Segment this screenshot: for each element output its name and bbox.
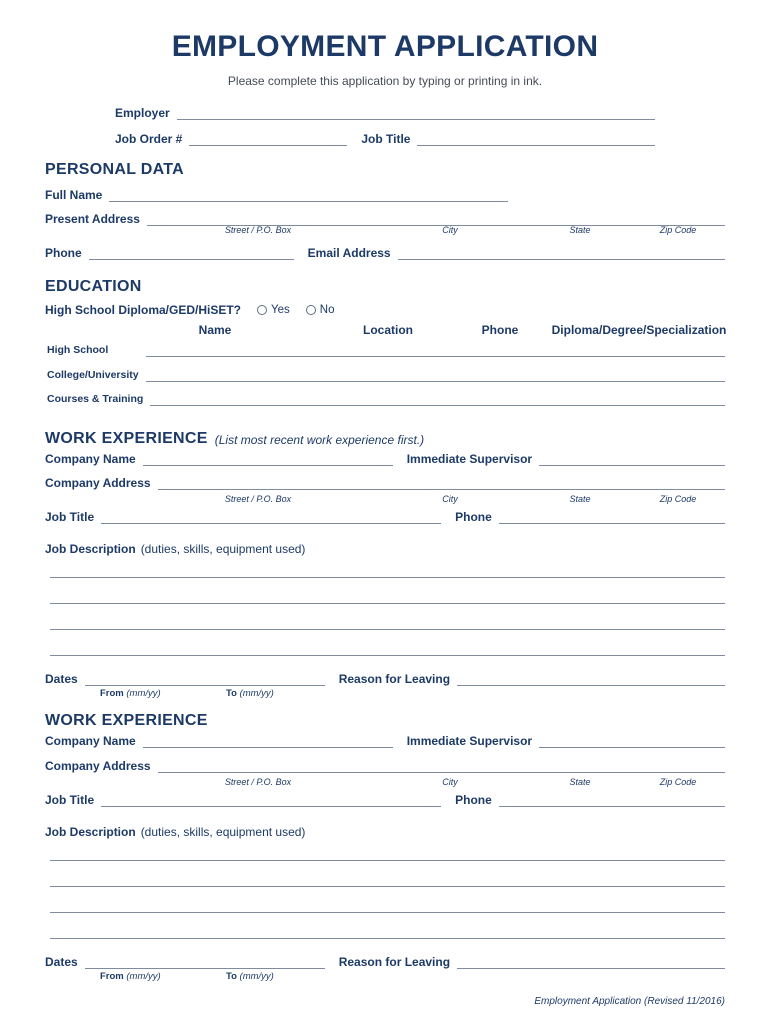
job-order-label: Job Order # — [115, 132, 183, 146]
street-sublabel-1: Street / P.O. Box — [224, 494, 292, 504]
street-sublabel-2: Street / P.O. Box — [224, 777, 292, 787]
city-sublabel-2: City — [442, 777, 458, 787]
zip-sublabel: Zip Code — [659, 225, 697, 235]
phone-label: Phone — [45, 246, 82, 260]
state-sublabel-2: State — [569, 777, 591, 787]
college-field[interactable] — [146, 368, 725, 382]
college-label: College/University — [47, 369, 139, 381]
to-mmyy-1: (mm/yy) — [239, 688, 274, 699]
immediate-supervisor-field-2[interactable] — [539, 734, 725, 748]
company-address-label-2: Company Address — [45, 759, 151, 773]
page-footer: Employment Application (Revised 11/2016) — [534, 996, 725, 1007]
to-sublabel-1 — [226, 688, 274, 699]
diploma-question-row — [45, 301, 334, 317]
job-description-label-2: Job Description — [45, 825, 136, 839]
present-address-row — [45, 210, 725, 226]
dates-label-1: Dates — [45, 672, 78, 686]
job-title-field-2[interactable] — [101, 793, 441, 807]
to-label-2: To — [226, 971, 237, 982]
job-order-field[interactable] — [189, 132, 347, 146]
education-col-diploma: Diploma/Degree/Specialization — [551, 323, 727, 337]
diploma-no-label: No — [319, 304, 335, 316]
from-sublabel-2 — [100, 971, 161, 982]
street-sublabel: Street / P.O. Box — [224, 225, 292, 235]
reason-field-2[interactable] — [457, 955, 725, 969]
job-description-row-1 — [45, 540, 305, 556]
diploma-yes-label: Yes — [271, 304, 290, 316]
immediate-supervisor-field-1[interactable] — [539, 452, 725, 466]
reason-field-1[interactable] — [457, 672, 725, 686]
high-school-label: High School — [47, 344, 109, 356]
employer-label: Employer — [115, 106, 170, 120]
job-description-line-1c[interactable] — [50, 629, 725, 630]
job-title-row-2 — [45, 791, 725, 807]
job-description-line-2c[interactable] — [50, 912, 725, 913]
dates-row-1 — [45, 670, 725, 686]
job-description-row-2 — [45, 823, 305, 839]
work-phone-label-1: Phone — [455, 510, 492, 524]
present-address-label: Present Address — [45, 212, 140, 226]
page-title: EMPLOYMENT APPLICATION — [171, 30, 599, 63]
diploma-question-label: High School Diploma/GED/HiSET? — [45, 303, 242, 317]
reason-label-1: Reason for Leaving — [338, 672, 451, 686]
job-description-line-1d[interactable] — [50, 655, 725, 656]
state-sublabel-1: State — [569, 494, 591, 504]
job-order-row — [115, 130, 655, 146]
job-description-line-2d[interactable] — [50, 938, 725, 939]
company-name-field-1[interactable] — [143, 452, 393, 466]
company-address-label-1: Company Address — [45, 476, 151, 490]
job-description-label-1: Job Description — [45, 542, 136, 556]
education-col-phone: Phone — [481, 323, 519, 337]
courses-label: Courses & Training — [47, 393, 144, 405]
job-description-note-2: (duties, skills, equipment used) — [140, 825, 306, 839]
zip-sublabel-1: Zip Code — [659, 494, 697, 504]
diploma-yes-radio[interactable] — [257, 305, 267, 315]
job-description-line-2b[interactable] — [50, 886, 725, 887]
courses-row — [47, 390, 725, 406]
from-label-2: From — [100, 971, 124, 982]
work-phone-field-2[interactable] — [499, 793, 725, 807]
zip-sublabel-2: Zip Code — [659, 777, 697, 787]
job-title-label-2: Job Title — [45, 793, 95, 807]
from-label-1: From — [100, 688, 124, 699]
page-subtitle: Please complete this application by typing or printing in ink. — [227, 74, 543, 88]
dates-row-2 — [45, 953, 725, 969]
to-sublabel-2 — [226, 971, 274, 982]
job-title-label-1: Job Title — [45, 510, 95, 524]
education-col-location: Location — [363, 323, 413, 337]
full-name-label: Full Name — [45, 188, 103, 202]
courses-field[interactable] — [150, 392, 725, 406]
work-experience-note: (List most recent work experience first.) — [214, 433, 425, 447]
company-name-label-1: Company Name — [45, 452, 136, 466]
education-heading: EDUCATION — [45, 278, 142, 295]
work-phone-field-1[interactable] — [499, 510, 725, 524]
immediate-supervisor-label-1: Immediate Supervisor — [406, 452, 533, 466]
dates-field-2[interactable] — [85, 955, 325, 969]
company-name-field-2[interactable] — [143, 734, 393, 748]
job-title-row-1 — [45, 508, 725, 524]
from-mmyy-1: (mm/yy) — [126, 688, 161, 699]
city-sublabel: City — [442, 225, 458, 235]
diploma-no-radio[interactable] — [306, 305, 316, 315]
from-mmyy-2: (mm/yy) — [126, 971, 161, 982]
reason-label-2: Reason for Leaving — [338, 955, 451, 969]
employer-row — [115, 104, 655, 120]
company-name-row-2 — [45, 732, 725, 748]
state-sublabel: State — [569, 225, 591, 235]
phone-field[interactable] — [89, 246, 294, 260]
company-address-row-1 — [45, 474, 725, 490]
email-label: Email Address — [307, 246, 391, 260]
company-name-label-2: Company Name — [45, 734, 136, 748]
work-experience-1-heading-row — [45, 429, 424, 447]
education-col-name: Name — [198, 323, 232, 337]
company-address-field-1[interactable] — [158, 476, 725, 490]
present-address-field[interactable] — [147, 212, 725, 226]
high-school-row — [47, 341, 725, 357]
company-name-row-1 — [45, 450, 725, 466]
personal-data-heading: PERSONAL DATA — [45, 161, 185, 178]
full-name-row — [45, 186, 508, 202]
company-address-row-2 — [45, 757, 725, 773]
job-description-note-1: (duties, skills, equipment used) — [140, 542, 306, 556]
job-description-line-1a[interactable] — [50, 577, 725, 578]
company-address-field-2[interactable] — [158, 759, 725, 773]
high-school-field[interactable] — [146, 343, 725, 357]
job-title-label: Job Title — [361, 132, 411, 146]
dates-label-2: Dates — [45, 955, 78, 969]
to-label-1: To — [226, 688, 237, 699]
to-mmyy-2: (mm/yy) — [239, 971, 274, 982]
job-title-field[interactable] — [417, 132, 655, 146]
work-experience-1-heading: WORK EXPERIENCE — [45, 430, 208, 447]
immediate-supervisor-label-2: Immediate Supervisor — [406, 734, 533, 748]
city-sublabel-1: City — [442, 494, 458, 504]
work-phone-label-2: Phone — [455, 793, 492, 807]
college-row — [47, 366, 725, 382]
job-title-field-1[interactable] — [101, 510, 441, 524]
employer-field[interactable] — [177, 106, 655, 120]
from-sublabel-1 — [100, 688, 161, 699]
work-experience-2-heading: WORK EXPERIENCE — [45, 712, 208, 729]
dates-field-1[interactable] — [85, 672, 325, 686]
job-description-line-1b[interactable] — [50, 603, 725, 604]
phone-email-row — [45, 244, 725, 260]
full-name-field[interactable] — [109, 188, 508, 202]
job-description-line-2a[interactable] — [50, 860, 725, 861]
email-field[interactable] — [398, 246, 725, 260]
